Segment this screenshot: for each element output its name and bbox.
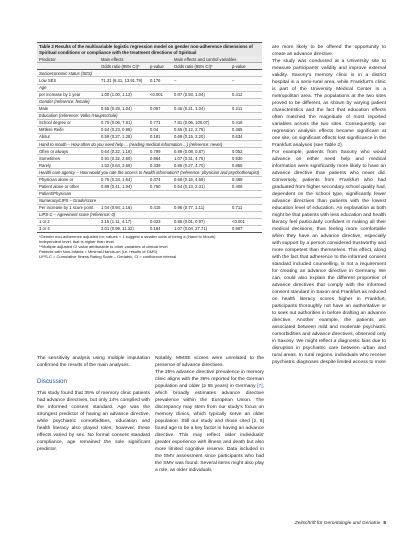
cell-p-value-a <box>148 190 172 197</box>
header-blank <box>37 63 99 70</box>
cell-p-value-a: <0.001 <box>148 91 172 98</box>
table-footnote: **Multiple adjusted CI value attributable to other variables of clinical level <box>39 244 168 250</box>
table-section-row <box>37 169 262 176</box>
discussion-paragraph: This study found that 35% of memory clinic patients had advance directives, but only 14% complied with the informed consent standard. Age was the strongest predictor of having an advance directive, while psychiatric comorbidities, education and health literacy also played roles; however, these effects varied by sex. No formal consent standard compliance, age remained the sole significant predictor. <box>37 391 150 452</box>
discussion-heading: Discussion <box>37 378 67 385</box>
cell-p-value-a: 0.864 <box>148 155 172 162</box>
table-row <box>37 134 262 141</box>
header-p-value-a: p-value <box>148 63 172 70</box>
header-odds-ratio-b: Odds ratio (95% CI)* <box>172 63 230 70</box>
section-label: Education (reference: Volks-/Hauptschule) <box>37 112 262 119</box>
cell-predictor: School degree or <box>37 119 99 126</box>
section-label: LIPS-C – Agreement score (reference: 0) <box>37 211 262 218</box>
saxony-example-paragraph: For example, patients from Saxony who would advance on either need help and medical information were significantly more likely to have an advance directive than patients who never did. Conversely, patients from Frankfurt who had graduated from higher secondary school quality had, dependent on the school type, significantly fewer advance directives than patients with the lowest education level of education. An explanation at both might be that patients with less education and health literacy feel particularly confident in making all their medical decisions, thus feeling more comfortable when they have an advance directive, especially with support by a person considered trustworthy and more competent than themselves. This effect, along with the fact that adherence to the informed consent standard included counselling, is not a requirement for creating an advance directive in Germany. We can, could also explain the different proportion of advance directives that comply with the informed consent standard in Saxon and Frankfurt as reduced on health literacy scores higher in Frankfurt, participants thoroughly not have an authoritative or to seek out authorities in before drafting an advance directive. Another example, the patients are associated between mild and moderate psychiatric comorbidities and advance directives, observed only in Saxony. We might reflect a diagnostic bias due to disruption in psychiatric care between urban and rural areas. In rural regions, individuals who receive psychiatric diagnoses despite limited access to more <box>272 150 386 365</box>
table-footnote: Independent level, that is higher than level <box>39 239 114 245</box>
header-odds-ratio-a: Odds ratio (95% CI)* <box>99 63 148 70</box>
table-footnotes <box>37 232 262 260</box>
cell-odds-ratio-b: 1.07 (0.31, 4.75) <box>172 155 230 162</box>
table-section-row <box>37 112 262 119</box>
cell-p-value-b: 0.634 <box>230 134 262 141</box>
cell-odds-ratio-b: – <box>172 77 230 84</box>
cell-odds-ratio-a: 1.04 (0.94, 1.16) <box>99 204 148 211</box>
table-section-row <box>37 197 262 204</box>
cell-odds-ratio-a: 0.59 (0.27, 1.28) <box>99 134 148 141</box>
cell-predictor: Per increase by 1 score point <box>37 204 99 211</box>
table-footnote: *Gender non-adherence adjusted for; values < 1 suggest a smaller odds of being a (Hand to Mouth) <box>39 234 216 240</box>
cell-odds-ratio-a: 3.01 (0.99, 11.32) <box>99 226 148 233</box>
prevalence-text-start: The 35% advance directive prevalence in memory clinic aligns with the 35% reported for the German population and older (≥ 65 years) in Germany <box>155 370 264 389</box>
cell-predictor: Often or always <box>37 148 99 155</box>
table-row <box>37 162 262 169</box>
table-header-row-groups <box>37 56 262 63</box>
table-row <box>37 155 262 162</box>
cell-p-value-b: <0.001 <box>230 218 262 225</box>
cell-odds-ratio-a: 0.64 (0.22, 1.16) <box>99 148 148 155</box>
cell-odds-ratio-b: 0.69 (0.15, 3.20) <box>172 134 230 141</box>
text-column-left <box>37 355 150 453</box>
header-predictor: Predictor <box>37 56 99 63</box>
text-column-right <box>272 44 386 366</box>
citation-link[interactable]: [7] <box>257 384 263 389</box>
cell-odds-ratio-b: 0.97 (0.93, 1.04) <box>172 91 230 98</box>
journal-name: Zeitschrift für Gerontologie und Geriatrie <box>294 521 381 526</box>
cell-p-value-a: 0.474 <box>148 176 172 183</box>
cell-p-value-b: 0.412 <box>230 91 262 98</box>
prevalence-text-end: , which broadly estimates advance directive prevalence within the European Union. The discrepancy may stem from our study's focus on memory clinics, which typically serve an older population. Still our study and those cited [2, 6] found age to be a key factor in having an advance directive. This may reflect older individuals' greater experience with illness and death but also more limited cognitive reserve. Data included in the SMV assessment since participants who had the SMV was found. Several items might also play a role, as older individuals <box>155 384 264 473</box>
table-row <box>37 119 262 126</box>
cell-odds-ratio-b: 7.81 (0.06, 100.07) <box>172 119 230 126</box>
table-footnote: LIPS-C = Cumulative Illness Rating Scale – Geriatric, Cl = confidence interval <box>39 254 177 260</box>
cell-odds-ratio-b: 0.86 (0.01, 0.97) <box>172 218 230 225</box>
table-row <box>37 226 262 233</box>
section-label: Gender (reference: female) <box>37 98 262 105</box>
cell-predictor: Physician alone or <box>37 176 99 183</box>
text-column-middle <box>155 355 264 474</box>
table-header-row-stats <box>37 63 262 70</box>
table-row <box>37 148 262 155</box>
cell-p-value-a: 0.799 <box>148 148 172 155</box>
section-label: Health care agency – How would you rate the access to health information? (reference: physician and psychotherapist) <box>37 169 262 176</box>
cell-p-value-a: 0.023 <box>148 218 172 225</box>
header-control-variables: Main effects and control variables <box>172 56 262 63</box>
cell-odds-ratio-b: 0.66 (0.16, 4.59) <box>172 176 230 183</box>
cell-predictor: Patient/Physician <box>37 190 99 197</box>
cell-predictor: Abitur <box>37 134 99 141</box>
section-label: Numeracy/LIPS – Grade/score <box>37 197 262 204</box>
cell-p-value-b: 0.465 <box>230 126 262 133</box>
cell-predictor: 1 or 2 <box>37 218 99 225</box>
table-body <box>37 70 262 232</box>
cell-predictor: 3 or 4 <box>37 226 99 233</box>
prevalence-paragraph <box>155 369 264 474</box>
cell-p-value-b: 0.469 <box>230 176 262 183</box>
cell-predictor: Low SES <box>37 77 99 84</box>
mmse-paragraph: Notably, MMSE scores were unrelated to the presence of advance directives. <box>155 356 264 368</box>
table-row <box>37 176 262 183</box>
cell-odds-ratio-a: 1.00 (1.00, 1.12) <box>99 91 148 98</box>
study-sites-paragraph: The study was conducted at a University site to measure participants' validity and improve external validity. Saxony's memory clinic is in a district hospital in a semi-rural area, while Frankfurt's clinic is part of the University Medical Center in a metropolitan area. The populations at the two sites proved to be different, as shown by varying patient characteristics and the fact that education effects often matched the magnitude of most reported variables across the two sites. Consequently, our regression analysis effects became significant at one site, on significant effects lost significance in the Frankfurt analyses (see Table 2). <box>272 59 386 148</box>
cell-odds-ratio-a: 1.52 (0.64, 3.59) <box>99 162 148 169</box>
table-section-row <box>37 141 262 148</box>
cell-p-value-a: 0.04 <box>148 126 172 133</box>
header-main-effects: Main effects <box>99 56 172 63</box>
cell-odds-ratio-b: 0.54 (0.13, 2.31) <box>172 183 230 190</box>
cell-p-value-a: 0.184 <box>148 226 172 233</box>
table-row <box>37 126 262 133</box>
cell-p-value-a: 0.176 <box>148 77 172 84</box>
cell-odds-ratio-b: 0.89 (0.08, 0.87) <box>172 148 230 155</box>
table-row <box>37 105 262 112</box>
cell-odds-ratio-a: 2.15 (1.11, 4.17) <box>99 218 148 225</box>
cell-odds-ratio-b: 0.46 (0.21, 1.04) <box>172 105 230 112</box>
cell-odds-ratio-a: 0.70 (0.06, 7.81) <box>99 119 148 126</box>
cell-p-value-b: – <box>230 77 262 84</box>
cell-p-value-b: 0.855 <box>230 162 262 169</box>
section-label: Socioeconomic status (SES) <box>37 70 262 77</box>
sensitivity-paragraph: The sensitivity analysis using multiple imputation confirmed the results of the main analyses. <box>37 356 150 368</box>
cell-p-value-a: 0.771 <box>148 119 172 126</box>
cell-odds-ratio-a: 0.54 (0.23, 0.98) <box>99 126 148 133</box>
cell-p-value-a: 0.750 <box>148 183 172 190</box>
table-row <box>37 204 262 211</box>
cell-odds-ratio-a: 0.55 (0.29, 1.04) <box>99 105 148 112</box>
cell-p-value-b: 0.711 <box>230 204 262 211</box>
cell-p-value-b: 0.211 <box>230 105 262 112</box>
cell-odds-ratio-b <box>172 190 230 197</box>
cell-odds-ratio-b: 0.86 (0.27, 4.70) <box>172 162 230 169</box>
section-label: Age <box>37 84 262 91</box>
cell-p-value-b: 0.406 <box>230 183 262 190</box>
table-row <box>37 77 262 84</box>
cell-p-value-a: 0.415 <box>148 204 172 211</box>
cell-odds-ratio-a: 71.31 (6.41, 13.91.79) <box>99 77 148 84</box>
table-section-row <box>37 211 262 218</box>
cell-p-value-b: 0.416 <box>230 119 262 126</box>
table-section-row <box>37 84 262 91</box>
cell-odds-ratio-b: 0.98 (0.77, 1.11) <box>172 204 230 211</box>
cell-predictor: Sometimes <box>37 155 99 162</box>
cell-odds-ratio-a: 0.89 (0.41, 1.94) <box>99 183 148 190</box>
cell-predictor: Patient alone or other <box>37 183 99 190</box>
table-row <box>37 91 262 98</box>
table-row <box>37 218 262 225</box>
page-number: 5 <box>383 521 386 526</box>
table-caption: Table 2 Results of the multivariable logistic regression model on gender non-adherence dimensions of Spiritual conditions or compliance with the treatment directions of Spiritual <box>37 42 262 56</box>
cell-odds-ratio-b: 1.07 (0.04, 27.71) <box>172 226 230 233</box>
cell-p-value-b: 0.930 <box>230 155 262 162</box>
cell-odds-ratio-a: 0.75 (0.34, 1.64) <box>99 176 148 183</box>
cell-predictor: per increase by 1 year <box>37 91 99 98</box>
cell-predictor: Male <box>37 105 99 112</box>
cell-p-value-a: 0.339 <box>148 162 172 169</box>
cell-odds-ratio-a: 0.91 (0.32, 2.60) <box>99 155 148 162</box>
cell-odds-ratio-a <box>99 190 148 197</box>
results-table <box>37 56 262 232</box>
opportunity-paragraph: are more likely to be offered the opportunity to create an advance directive. <box>272 45 386 57</box>
cell-predictor: Mittlere Reife <box>37 126 99 133</box>
table-footnote: Patients with Non-Infants = Minimal-Hands-on (i.e. results of GMS) <box>39 249 158 255</box>
header-p-value-b: p-value <box>230 63 262 70</box>
cell-predictor: Rarely <box>37 162 99 169</box>
cell-p-value-b <box>230 190 262 197</box>
section-label: Hand to mouth – How often do you need help ... (reading medical information ...) (reference: never) <box>37 141 262 148</box>
cell-p-value-b: 0.967 <box>230 226 262 233</box>
cell-p-value-a: 0.181 <box>148 134 172 141</box>
regression-table <box>37 42 262 260</box>
table-section-row <box>37 98 262 105</box>
table-section-row <box>37 70 262 77</box>
cell-odds-ratio-b: 0.55 (0.12, 2.75) <box>172 126 230 133</box>
table-row <box>37 183 262 190</box>
page-footer <box>295 521 386 526</box>
cell-p-value-a: 0.067 <box>148 105 172 112</box>
cell-p-value-b: 0.052 <box>230 148 262 155</box>
table-row <box>37 190 262 197</box>
